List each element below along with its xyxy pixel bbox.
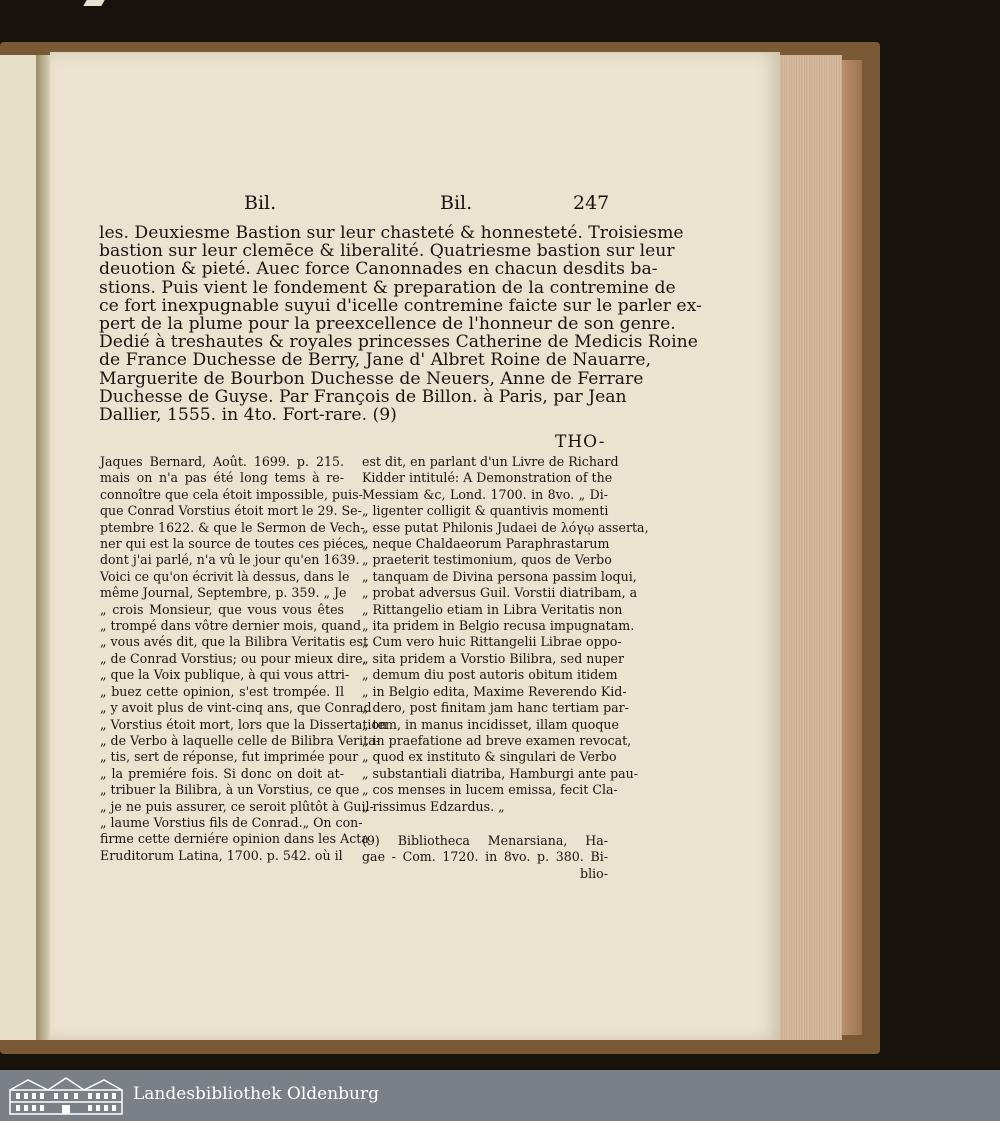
footnote (362, 833, 608, 882)
left-column-line: „ je ne puis assurer, ce seroit plûtôt à Guil- (100, 798, 374, 814)
left-column-line: „ vous avés dit, que la Bilibra Veritatis est (100, 634, 369, 650)
right-column-line: „ rissimus Edzardus. „ (362, 798, 505, 814)
right-column-line: est dit, en parlant d'un Livre de Richard (362, 454, 619, 469)
left-column-line: „ laume Vorstius fils de Conrad.„ On con- (100, 814, 363, 830)
right-column-line: „ substantiali diatriba, Hamburgi ante pau- (362, 765, 639, 781)
book-gutter (36, 55, 50, 1040)
running-head-center: Bil. (440, 192, 473, 214)
left-column-line: „ la premiére fois. Si donc on doit at- (100, 765, 344, 781)
right-column-line: „ tanquam de Divina persona passim loqui, (362, 568, 637, 584)
left-column-line: Eruditorum Latina, 1700. p. 542. où il (100, 847, 343, 863)
left-column-line: „ de Conrad Vorstius; ou pour mieux dire, (100, 650, 367, 666)
page-block-edge (780, 55, 842, 1040)
cover-edge (842, 60, 862, 1035)
institution-name: Landesbibliothek Oldenburg (133, 1084, 380, 1104)
right-column-line: „ ligenter colligit & quantivis momenti (362, 503, 609, 519)
left-column-line: „ crois Monsieur, que vous vous êtes (100, 601, 344, 617)
footnote-line: (9) Bibliotheca Menarsiana, Ha- (362, 832, 608, 848)
right-column-line: „ in praefatione ad breve examen revocat, (362, 732, 632, 748)
main-text-line: les. Deuxiesme Bastion sur leur chasteté & honnesteté. Troisiesme (99, 223, 684, 243)
right-column-line: „ esse putat Philonis Judaei de λόγῳ asserta, (362, 519, 649, 535)
right-column-line: „ neque Chaldaeorum Paraphrastarum (362, 536, 610, 552)
main-text-line: Dallier, 1555. in 4to. Fort-rare. (9) (99, 405, 397, 426)
left-column-line: „ que la Voix publique, à qui vous attri- (100, 667, 350, 683)
right-column-line: „ Rittangelio etiam in Libra Veritatis non (362, 601, 623, 617)
left-column-line: ptembre 1622. & que le Sermon de Vech- (100, 519, 365, 535)
right-column-line: „ ita pridem in Belgio recusa impugnatam. (362, 618, 635, 634)
left-column-line: „ y avoit plus de vint-cinq ans, que Conrad (100, 700, 372, 716)
footnote-line: blio- (580, 865, 608, 881)
right-column-line: „ cos menses in lucem emissa, fecit Cla- (362, 782, 618, 798)
left-column-line: que Conrad Vorstius étoit mort le 29. Se- (100, 503, 362, 519)
left-column-line: firme cette derniére opinion dans les Acta (100, 831, 369, 847)
catchword: THO- (555, 432, 606, 452)
main-text-line: deuotion & pieté. Auec force Canonnades en chacun desdits ba- (99, 259, 658, 280)
right-column-line: „ quod ex instituto & singulari de Verbo (362, 749, 617, 765)
main-text-line: Marguerite de Bourbon Duchesse de Neuers, Anne de Ferrare (99, 368, 644, 389)
main-text-line: stions. Puis vient le fondement & preparation de la contremine de (99, 277, 676, 298)
main-text-line: pert de la plume pour la preexcellence de l'honneur de son genre. (99, 314, 676, 335)
left-column-line: ner qui est la source de toutes ces piéces (100, 536, 364, 552)
right-column-line: „ probat adversus Guil. Vorstii diatribam, a (362, 585, 638, 601)
left-column-line: „ tribuer la Bilibra, à un Vorstius, ce que (100, 782, 360, 798)
right-column (362, 454, 649, 882)
right-column-line: „ Cum vero huic Rittangelii Librae oppo- (362, 634, 622, 650)
left-column-line: mais on n'a pas été long tems à re- (100, 470, 344, 486)
main-text-line: Dedié à treshautes & royales princesses Catherine de Medicis Roine (99, 332, 698, 353)
page-number: 247 (573, 192, 610, 214)
left-column-line: „ tis, sert de réponse, fut imprimée pour (100, 749, 359, 765)
right-column-line: „ in Belgio edita, Maxime Reverendo Kid- (362, 683, 627, 699)
right-column-line: „ tem, in manus incidisset, illam quoque (362, 716, 619, 732)
left-column-line: Voici ce qu'on écrivit là dessus, dans le (100, 568, 350, 584)
library-building-icon (8, 1076, 124, 1116)
main-text-line: bastion sur leur clemēce & liberalité. Quatriesme bastion sur leur (99, 241, 675, 262)
left-column (100, 454, 388, 864)
right-column-text (362, 454, 649, 815)
right-column-line: „ demum diu post autoris obitum itidem (362, 667, 618, 683)
main-text-line: Duchesse de Guyse. Par François de Billon. à Paris, par Jean (99, 386, 627, 407)
footer-bar (0, 1070, 1000, 1121)
running-head (50, 192, 780, 222)
right-column-line: „ dero, post finitam jam hanc tertiam par- (362, 700, 629, 716)
left-column-line: même Journal, Septembre, p. 359. „ Je (100, 585, 347, 601)
left-column-line: „ de Verbo à laquelle celle de Bilibra Verita- (100, 732, 381, 748)
right-column-line: „ praeterit testimonium, quos de Verbo (362, 552, 612, 568)
main-text-line: de France Duchesse de Berry, Jane d' Albret Roine de Nauarre, (99, 350, 652, 371)
left-column-line: „ Vorstius étoit mort, lors que la Dissertation (100, 716, 388, 732)
footnote-line: gae - Com. 1720. in 8vo. p. 380. Bi- (362, 849, 608, 865)
left-column-line: dont j'ai parlé, n'a vû le jour qu'en 1639. (100, 552, 360, 568)
book-page (50, 52, 780, 1040)
left-column-line: Jaques Bernard, Août. 1699. p. 215. (100, 454, 344, 469)
main-text (99, 223, 702, 426)
right-column-line: Messiam &c, Lond. 1700. in 8vo. „ Di- (362, 486, 608, 502)
left-column-line: „ trompé dans vôtre dernier mois, quand (100, 618, 362, 634)
running-head-left: Bil. (244, 192, 277, 214)
right-column-line: Kidder intitulé: A Demonstration of the (362, 470, 613, 486)
left-column-line: „ buez cette opinion, s'est trompée. Il (100, 683, 344, 699)
scan-edge (83, 0, 104, 6)
left-page-edge (0, 55, 38, 1040)
main-text-line: ce fort inexpugnable suyui d'icelle contremine faicte sur le parler ex- (99, 295, 702, 316)
right-column-line: „ sita pridem a Vorstio Bilibra, sed nuper (362, 650, 625, 666)
left-column-line: connoître que cela étoit impossible, puis- (100, 486, 363, 502)
